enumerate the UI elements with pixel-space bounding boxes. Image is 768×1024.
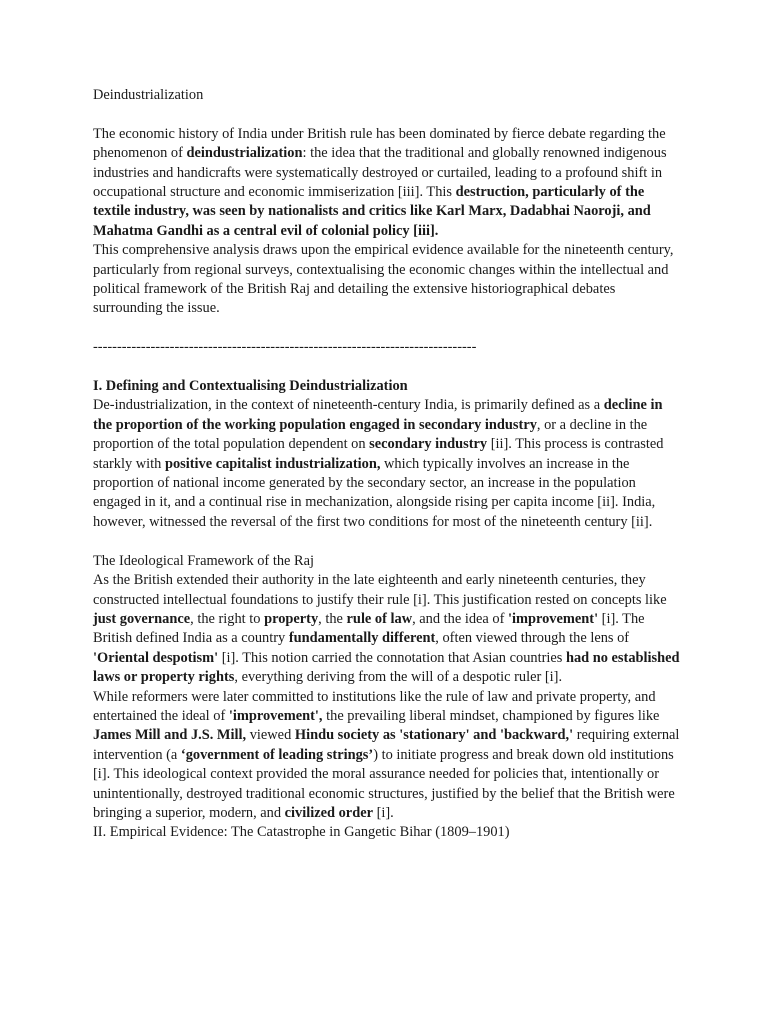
text-run: , or a decline in the proportion of the total population dependent on: [93, 416, 648, 453]
text-run: As the British extended their authority in the late eighteenth and early nineteenth centuries, they constructed intellectual foundations to justify their rule [i]. This justification rested on concepts like: [93, 572, 667, 608]
section-divider: --------------------------------------------------------------------------------: [93, 339, 477, 356]
section-1-paragraph: [93, 396, 683, 532]
bold-text-run: fundamentally different: [288, 630, 436, 647]
subsection-paragraph-1: [93, 571, 683, 687]
text-run: This comprehensive analysis draws upon the empirical evidence available for the nineteenth century, particularly from regional surveys, contextualising the economic changes within the intellectual and political framework of the British Raj and detailing the extensive historiographical debates surrounding the issue.: [93, 242, 674, 317]
text-run: , everything deriving from the will of a despotic ruler [i].: [234, 669, 563, 686]
bold-text-run: just governance: [93, 610, 191, 627]
text-run: ) to initiate progress and break down old institutions [i]. This ideological context provided the moral assurance needed for policies that, intentionally or unintentionally, destroyed traditional economic structures, justified by the belief that the British were bringing a superior, modern, and: [93, 746, 675, 821]
text-run: [i]. This notion carried the connotation that Asian countries: [218, 649, 566, 666]
text-run: the prevailing liberal mindset, championed by figures like: [322, 707, 660, 724]
text-run: While reformers were later committed to institutions like the rule of law and private property, and entertained the ideal of: [93, 688, 656, 724]
bold-text-run: decline in the proportion of the working population engaged in secondary industry: [93, 397, 663, 433]
bold-text-run: James Mill and J.S. Mill,: [93, 727, 247, 744]
bold-text-run: destruction, particularly of the textile industry, was seen by nationalists and critics like Karl Marx, Dadabhai Naoroji, and Mahatma Gandhi as a central evil of colonial policy [iii].: [93, 184, 651, 239]
intro-paragraph-1: [93, 125, 683, 241]
document-page: [93, 86, 683, 843]
bold-text-run: 'improvement': [508, 610, 599, 627]
text-run: [i]. The British defined India as a country: [93, 610, 645, 647]
text-run: which typically involves an increase in the proportion of national income generated by the secondary sector, an increase in the population engaged in it, and a continual rise in mechanization, alongside rising per capita income [ii]. India, however, witnessed the reversal of the first two conditions for most of the nineteenth century [ii].: [93, 455, 656, 530]
bold-text-run: property: [264, 610, 319, 627]
text-run: , the right to: [190, 610, 265, 627]
text-run: The economic history of India under British rule has been dominated by fierce debate regarding the phenomenon of: [93, 125, 666, 162]
text-run: , the: [318, 610, 347, 627]
document-title: Deindustrialization: [93, 87, 204, 103]
subsection-paragraph-2: [93, 688, 683, 824]
text-run: [i].: [372, 804, 394, 821]
bold-text-run: ‘government of leading strings’: [180, 746, 374, 763]
bold-text-run: rule of law: [346, 610, 413, 627]
bold-text-run: 'improvement',: [228, 707, 323, 724]
text-run: requiring external intervention (a: [93, 727, 680, 763]
text-run: viewed: [246, 727, 295, 744]
intro-paragraph-2: [93, 241, 683, 319]
text-run: : the idea that the traditional and globally renowned indigenous industries and handicrafts were systematically destroyed or curtailed, leading to a profound shift in occupational structure and economic immiserization [iii]. This: [93, 145, 667, 201]
bold-text-run: had no established laws or property rights: [93, 649, 680, 686]
spacer: [93, 532, 683, 551]
bold-text-run: 'Oriental despotism': [93, 649, 219, 666]
spacer: [93, 319, 683, 338]
spacer: [93, 105, 683, 124]
text-run: , often viewed through the lens of: [435, 630, 630, 647]
text-run: , and the idea of: [412, 610, 508, 627]
bold-text-run: secondary industry: [369, 436, 488, 453]
text-run: De-industrialization, in the context of nineteenth-century India, is primarily defined as a: [93, 397, 604, 414]
section-1-heading: I. Defining and Contextualising Deindustrialization: [93, 378, 408, 395]
text-run: [ii]. This process is contrasted starkly with: [93, 436, 664, 472]
bold-text-run: deindustrialization: [186, 145, 303, 162]
subsection-heading: The Ideological Framework of the Raj: [93, 552, 314, 569]
bold-text-run: civilized order: [284, 804, 373, 821]
spacer: [93, 358, 683, 377]
bold-text-run: positive capitalist industrialization,: [164, 455, 381, 472]
bold-text-run: Hindu society as 'stationary' and 'backward,': [294, 727, 574, 744]
section-2-heading: II. Empirical Evidence: The Catastrophe in Gangetic Bihar (1809–1901): [93, 824, 510, 841]
